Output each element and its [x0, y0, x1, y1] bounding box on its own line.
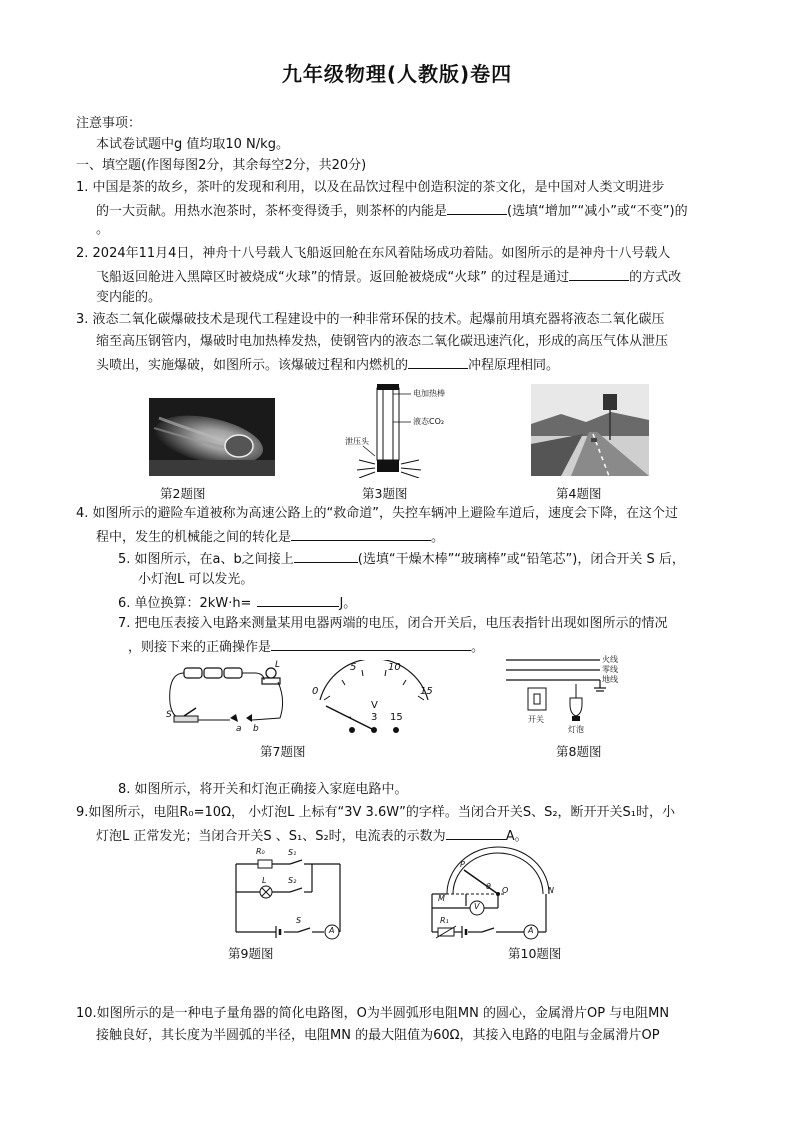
caption-q8: 第8题图: [556, 744, 602, 759]
q2-answer-blank[interactable]: [569, 266, 629, 281]
q5-line2: 小灯泡L 可以发光。: [138, 572, 254, 587]
q6-text-b: J。: [339, 596, 357, 611]
label-lamp-l: L: [275, 660, 281, 670]
q2-line2: [96, 266, 681, 288]
q1-line3: 。: [96, 222, 110, 237]
q10-line2: 接触良好，其长度为半圆弧的半径，电阻MN 的最大阻值为60Ω，其接入电路的电阻与金属滑片OP: [96, 1028, 660, 1043]
q5-line1: [118, 548, 685, 570]
q2-line3: 变内能的。: [96, 290, 162, 305]
q5-text-a: 5. 如图所示，在a、b之间接上: [118, 552, 294, 567]
q9-text-a: 灯泡L 正常发光；当闭合开关S 、S₁、S₂时，电流表的示数为: [96, 829, 446, 844]
q1-line1: 1. 中国是茶的故乡，茶叶的发现和利用，以及在品饮过程中创造积淀的茶文化，是中国对人类文明进步: [76, 180, 665, 195]
label-bulb: 灯泡: [568, 725, 584, 734]
scale-5: 5: [350, 662, 357, 673]
figure-q8-home-wiring: [506, 654, 628, 738]
label-a: a: [236, 724, 242, 734]
label-s1: S₁: [288, 848, 297, 857]
unit-v: V: [371, 700, 378, 711]
label-fire-wire: 火线: [602, 655, 618, 664]
q6-answer-blank[interactable]: [257, 592, 339, 607]
q7-line1: 7. 把电压表接入电路来测量某用电器两端的电压，闭合开关后，电压表指针出现如图所示的情况: [118, 616, 668, 631]
terminal-3: 3: [371, 712, 378, 723]
q5-text-b: (选填“干燥木棒”“玻璃棒”或“铅笔芯”)，闭合开关 S 后，: [357, 552, 685, 567]
terminal-15: 15: [390, 712, 403, 723]
voltmeter-dial: [312, 660, 436, 736]
q4-line2: [96, 526, 444, 548]
section-heading: 一、填空题(作图每图2分，其余每空2分，共20分): [76, 158, 367, 173]
label-n: N: [548, 886, 554, 895]
caption-q2: 第2题图: [160, 486, 206, 501]
q1-line2: [96, 200, 688, 222]
caption-q9: 第9题图: [228, 946, 274, 961]
q3-line2: 缩至高压钢管内，爆破时电加热棒发热，使钢管内的液态二氧化碳迅速汽化，形成的高压气体从泄压: [96, 334, 669, 349]
q9-answer-blank[interactable]: [446, 825, 506, 840]
q6-line: [118, 592, 356, 614]
label-l: L: [262, 876, 267, 885]
q10-line1: 10.如图所示的是一种电子量角器的简化电路图，O为半圆弧形电阻MN 的圆心，金属滑片OP 与电阻MN: [76, 1006, 670, 1021]
figure-q7-voltmeter: [312, 660, 436, 736]
scale-10: 10: [388, 662, 401, 673]
q2-line1: 2. 2024年11月4日，神舟十八号载人飞船返回舱在东风着陆场成功着陆。如图所示的是神舟十八号载人: [76, 246, 671, 261]
caption-q3: 第3题图: [362, 486, 408, 501]
q3-text-a: 头喷出，实施爆破，如图所示。该爆破过程和内燃机的: [96, 358, 409, 373]
label-s: S: [296, 916, 302, 925]
caption-q7: 第7题图: [260, 744, 306, 759]
q7-text-a: ，则接下来的正确操作是: [128, 640, 272, 655]
label-r0: R₀: [256, 847, 265, 856]
scale-0: 0: [312, 686, 319, 697]
label-neutral-wire: 零线: [602, 665, 618, 674]
notes-heading: 注意事项：: [76, 116, 142, 131]
q9-text-b: A。: [505, 829, 528, 844]
figure-q2-reentry-capsule: [149, 398, 275, 476]
label-switch: 开关: [528, 715, 544, 724]
label-o: O: [502, 886, 509, 895]
label-pressure-head: 泄压头: [345, 437, 369, 446]
scale-15: 15: [420, 686, 433, 697]
q3-line3: [96, 354, 559, 376]
page-title: 九年级物理(人教版)卷四: [281, 62, 513, 86]
q8-line: 8. 如图所示，将开关和灯泡正确接入家庭电路中。: [118, 782, 408, 797]
q2-text-a: 飞船返回舱进入黑障区时被烧成“火球”的情景。返回舱被烧成“火球” 的过程是通过: [96, 270, 570, 285]
q7-text-b: 。: [471, 640, 485, 655]
label-r1: R₁: [440, 916, 449, 925]
q4-line1: 4. 如图所示的避险车道被称为高速公路上的“救命道”，失控车辆冲上避险车道后，速度会下降，在这个过: [76, 506, 679, 521]
q3-line1: 3. 液态二氧化碳爆破技术是现代工程建设中的一种非常环保的技术。起爆前用填充器将液态二氧化碳压: [76, 312, 665, 327]
q7-line2: [128, 636, 484, 658]
label-s2: S₂: [288, 876, 297, 885]
terminal-minus: -: [348, 712, 352, 723]
q2-text-b: 的方式改: [629, 270, 682, 285]
notes-line: 本试卷试题中g 值均取10 N/kg。: [96, 137, 289, 152]
q3-text-b: 冲程原理相同。: [468, 358, 560, 373]
q9-line2: [96, 825, 528, 847]
q4-text-a: 程中，发生的机械能之间的转化是: [96, 530, 292, 545]
label-switch-s: S: [166, 710, 172, 720]
voltmeter-symbol: V: [474, 902, 480, 911]
q1-text-b: (选填“增加”“减小”或“不变”)的: [507, 204, 688, 219]
figure-q4-escape-ramp: [531, 384, 649, 476]
ammeter-symbol-q10: A: [528, 926, 534, 935]
q5-answer-blank[interactable]: [294, 548, 358, 563]
q1-text-a: 的一大贡献。用热水泡茶时，茶杯变得烫手，则茶杯的内能是: [96, 204, 448, 219]
figure-q10-circuit: [426, 846, 554, 940]
label-liquid-co2: 液态CO₂: [413, 417, 445, 426]
caption-q10: 第10题图: [508, 946, 562, 961]
label-m: M: [438, 894, 445, 903]
q9-line1: 9.如图所示，电阻R₀=10Ω， 小灯泡L 上标有“3V 3.6W”的字样。当闭合开关S、S₂，断开开关S₁时，小: [76, 805, 675, 820]
caption-q4: 第4题图: [556, 486, 602, 501]
label-ground-wire: 地线: [602, 675, 618, 684]
label-b: b: [253, 724, 259, 734]
ammeter-symbol: A: [329, 926, 335, 935]
figure-q3-co2-tube: [345, 382, 485, 478]
q4-answer-blank[interactable]: [291, 526, 431, 541]
q7-answer-blank[interactable]: [271, 636, 471, 651]
label-p: P: [460, 860, 465, 869]
q6-text-a: 6. 单位换算：2kW·h=: [118, 596, 252, 611]
q4-text-b: 。: [431, 530, 445, 545]
figure-q5-circuit: [160, 660, 290, 736]
q3-answer-blank[interactable]: [408, 354, 468, 369]
q1-answer-blank[interactable]: [447, 200, 507, 215]
figure-q9-circuit: [232, 846, 350, 940]
label-heater: 电加热棒: [413, 389, 445, 398]
label-theta: θ: [486, 882, 491, 891]
